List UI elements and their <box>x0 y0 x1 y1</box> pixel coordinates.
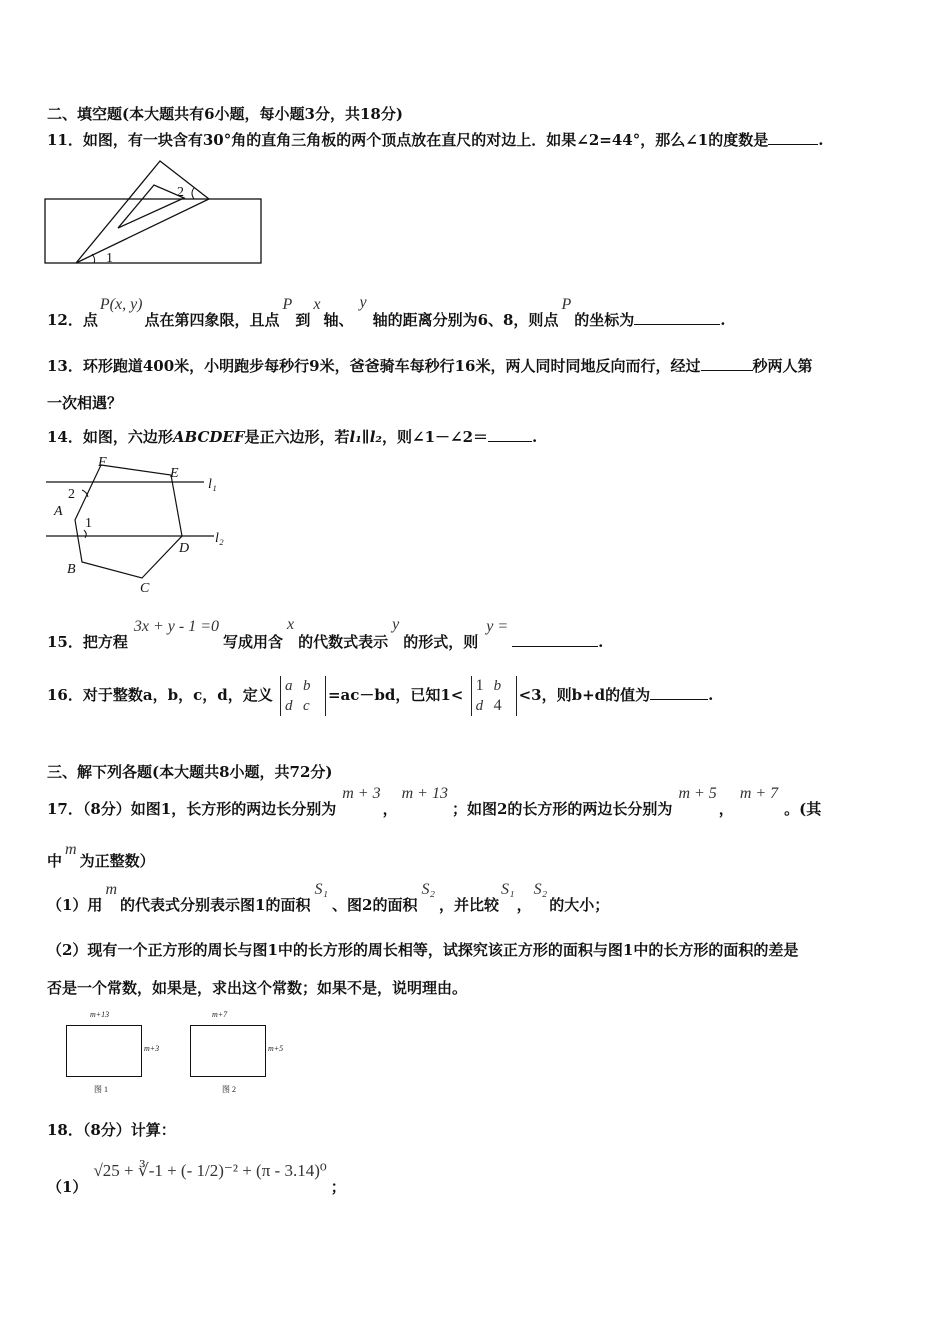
q12-answer-blank[interactable] <box>634 310 720 325</box>
angle-2-label: 2 <box>177 185 184 200</box>
q12-y: y <box>359 294 367 311</box>
q17-line2b: 为正整数） <box>79 852 155 870</box>
q17-figures <box>60 1010 300 1100</box>
fig2-top-label: m+7 <box>212 1010 228 1019</box>
angle-2-arc <box>82 490 88 497</box>
question-12-text <box>47 296 725 336</box>
q14-hexagon-name: ABCDEF <box>172 428 245 446</box>
q15-mid1: 写成用含 <box>223 633 284 651</box>
q16-post: <3，则b+d的值为 <box>518 686 651 704</box>
q11-end: . <box>818 131 824 149</box>
q12-p: P <box>282 296 293 313</box>
q14-pre: 14．如图，六边形 <box>47 428 173 446</box>
q16-determinant-2 <box>471 676 517 716</box>
q17-post: 。(其 <box>784 800 822 818</box>
section-3-heading: 三、解下列各题(本大题共8小题，共72分) <box>47 763 333 781</box>
q16-pre: 16．对于整数a，b，c，d，定义 <box>47 686 273 704</box>
angle-1-arc <box>92 254 95 263</box>
det1-b: b <box>302 678 311 694</box>
q17-p1-end: 的大小； <box>549 896 610 914</box>
fig1-top-label: m+13 <box>90 1010 110 1019</box>
det2-d: d <box>475 698 484 714</box>
label-l2: l₂ <box>215 531 224 546</box>
q17-p1-mid: 的代表式分别表示图1的面积 <box>120 896 311 914</box>
question-17-text <box>47 786 821 824</box>
angle-1-label: 1 <box>106 251 113 266</box>
fig1-rectangle <box>66 1025 142 1077</box>
q15-y-equals: y = <box>486 618 509 635</box>
q12-mid1: 点在第四象限，且点 <box>144 311 280 329</box>
q16-mid: =ac－bd，已知1< <box>327 686 464 704</box>
q12-end: . <box>720 311 726 329</box>
ruler <box>45 199 261 263</box>
det1-d: d <box>284 698 293 714</box>
q18-expression: √25 + ∛-1 + (- 1/2)⁻² + (π - 3.14)⁰ <box>93 1161 327 1180</box>
q17-mid: ；如图2的长方形的两边长分别为 <box>451 800 673 818</box>
q17-comma1: ， <box>382 800 398 818</box>
q11-answer-blank[interactable] <box>768 130 818 145</box>
q17-expr-m3: m + 3 <box>342 785 381 802</box>
q17-p1-m: m <box>105 881 117 898</box>
vertex-E: E <box>170 466 179 481</box>
q17-p1-mid3: ，并比较 <box>439 896 500 914</box>
q12-mid2: 到 <box>295 311 311 329</box>
q17-expr-m7: m + 7 <box>739 785 779 802</box>
q18-p1-label: （1） <box>47 1178 88 1196</box>
fig1-caption: 图 1 <box>94 1085 108 1094</box>
q12-p2: P <box>561 296 572 313</box>
angle-2-arc <box>192 188 194 199</box>
q17-S2b: S₂ <box>533 881 548 898</box>
q12-mid3: 轴、 <box>323 311 354 329</box>
triangle-outer <box>76 161 209 263</box>
q12-pre: 12．点 <box>47 311 98 329</box>
q14-figure <box>44 452 244 600</box>
q13-stem: 13．环形跑道400米，小明跑步每秒行9米，爸爸骑车每秒行16米，两人同时同地反向而行，经过 <box>47 357 701 375</box>
q17-comma2: ， <box>718 800 734 818</box>
question-16-text <box>47 676 713 716</box>
q15-end: . <box>598 633 604 651</box>
q14-mid: 是正六边形，若 <box>244 428 350 446</box>
question-13-text <box>47 356 813 375</box>
q12-x: x <box>313 296 321 313</box>
q17-line2a: 中 <box>47 852 63 870</box>
q13-stem2: 秒两人第 <box>752 357 813 375</box>
q15-equation: 3x + y - 1 =0 <box>133 618 219 635</box>
q17-expr-m5: m + 5 <box>678 785 717 802</box>
q15-y: y <box>392 616 400 633</box>
q11-figure <box>44 158 264 268</box>
q18-end: ； <box>330 1178 346 1196</box>
vertex-C: C <box>140 581 150 596</box>
angle-1-arc <box>84 530 86 538</box>
q16-determinant-1 <box>280 676 326 716</box>
fig2-rectangle <box>190 1025 266 1077</box>
det2-1: 1 <box>475 677 484 694</box>
q15-pre: 15．把方程 <box>47 633 128 651</box>
fig2-caption: 图 2 <box>222 1085 236 1094</box>
q17-p1-pre: （1）用 <box>47 896 103 914</box>
q15-mid2: 的代数式表示 <box>298 633 389 651</box>
det2-4: 4 <box>493 697 502 714</box>
fig1-side-label: m+3 <box>144 1044 160 1053</box>
q14-answer-blank[interactable] <box>488 427 532 442</box>
q15-x: x <box>287 616 295 633</box>
det1-a: a <box>284 678 293 694</box>
q17-S1b: S₁ <box>501 881 515 898</box>
question-18-heading: 18．（8分）计算： <box>47 1121 176 1139</box>
q17-part-2-line2: 否是一个常数，如果是，求出这个常数；如果不是，说明理由。 <box>47 979 468 997</box>
question-15-text <box>47 618 603 654</box>
vertex-B: B <box>67 562 76 577</box>
q18-part-1 <box>47 1156 346 1200</box>
vertex-F: F <box>98 455 107 470</box>
q17-S2: S₂ <box>421 881 436 898</box>
q14-end: . <box>532 428 538 446</box>
triangle-inner <box>118 185 184 228</box>
label-l1: l₁ <box>208 477 217 492</box>
section-2-heading: 二、填空题(本大题共有6小题，每小题3分，共18分) <box>47 105 403 123</box>
q12-mid4: 轴的距离分别为6、8，则点 <box>372 311 559 329</box>
q15-mid3: 的形式，则 <box>403 633 479 651</box>
q17-p1-mid2: 、图2的面积 <box>332 896 418 914</box>
q17-expr-m13: m + 13 <box>401 785 448 802</box>
fig2-side-label: m+5 <box>268 1044 284 1053</box>
q12-mid5: 的坐标为 <box>574 311 635 329</box>
vertex-D: D <box>179 541 190 556</box>
angle-2-label: 2 <box>68 487 75 502</box>
q12-point: P(x, y) <box>99 296 143 313</box>
question-11-text <box>47 130 823 149</box>
q16-answer-blank[interactable] <box>650 685 708 700</box>
q17-m: m <box>65 841 77 858</box>
q17-part-1 <box>47 882 609 916</box>
det2-b: b <box>493 678 502 694</box>
q17-S1: S₁ <box>314 881 329 898</box>
det1-c: c <box>302 698 310 714</box>
q17-line2 <box>47 841 155 874</box>
q16-end: . <box>708 686 714 704</box>
question-14-text <box>47 427 537 446</box>
q17-p1-comma: ， <box>516 896 532 914</box>
q14-lines: l₁∥l₂ <box>349 428 382 446</box>
q17-part-2-line1: （2）现有一个正方形的周长与图1中的长方形的周长相等，试探究该正方形的面积与图1中的长方形的面积的差是 <box>47 941 799 959</box>
q15-answer-blank[interactable] <box>512 632 598 647</box>
q13-answer-blank[interactable] <box>701 356 753 371</box>
q14-post: ，则∠1－∠2＝ <box>382 428 489 446</box>
q17-pre: 17．（8分）如图1，长方形的两边长分别为 <box>47 800 337 818</box>
angle-1-label: 1 <box>85 516 92 531</box>
vertex-A: A <box>54 504 63 519</box>
q11-stem: 11．如图，有一块含有30°角的直角三角板的两个顶点放在直尺的对边上．如果∠2=44°，那么∠1的度数是 <box>47 131 769 149</box>
q13-line2: 一次相遇？ <box>47 394 123 412</box>
